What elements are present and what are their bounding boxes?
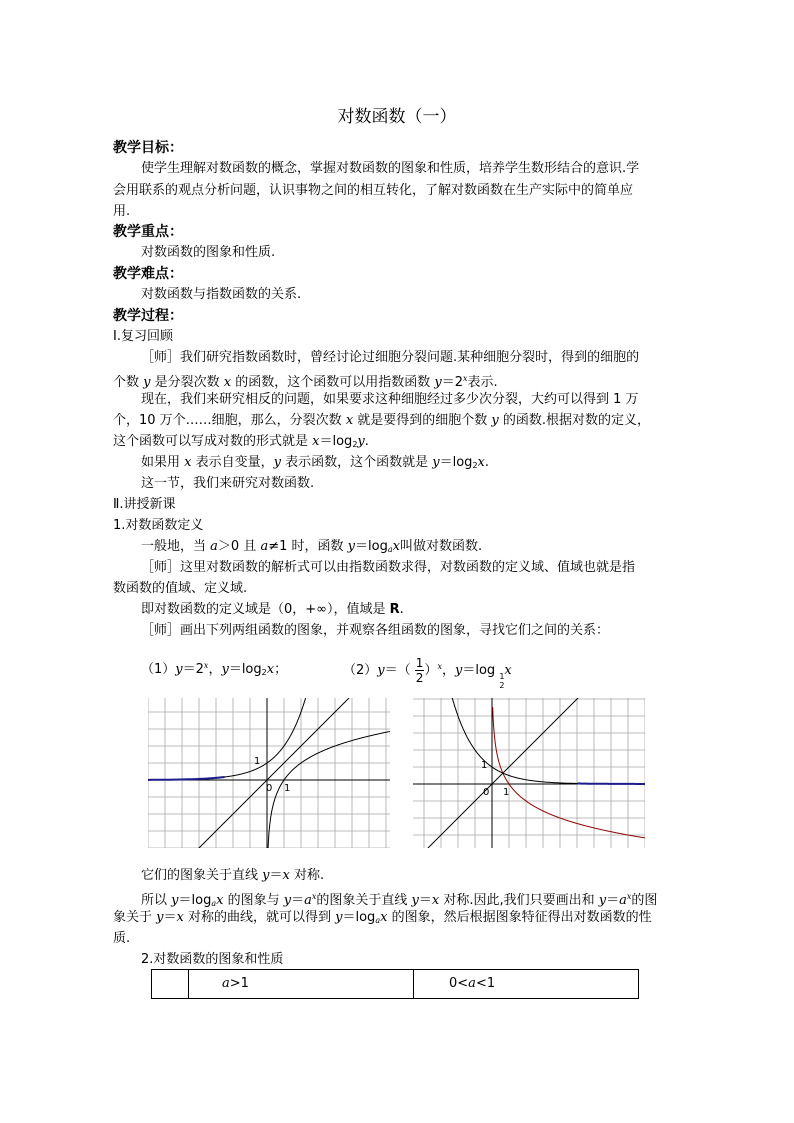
graph-exp-log-base2 [148,698,390,848]
goals-heading: 教学目标： [113,140,183,156]
definition-subheading: 1.对数函数定义 [113,518,204,533]
conclusion-line2: 象关于 y＝x 对称的曲线，就可以得到 $y=\log_ax$ 的图象，然后根据图象特征得出对数函数的性 [113,910,652,925]
goals-line-2: 会用联系的观点分析问题，认识事物之间的相互转化，了解对数函数在生产实际中的简单应 [113,183,634,198]
review-p2-line3: 这个函数可以写成对数的形式就是 $x=\log_2y$. [113,434,369,449]
graph1-curve-exp2 [225,698,307,777]
difficulty-heading: 教学难点： [113,266,183,282]
symmetry-text: 它们的图象关于直线 y＝x 对称. [141,868,325,883]
domain-range-text: 即对数函数的定义域是（0，+∞），值域是 R. [141,602,404,617]
difficulty-text: 对数函数与指数函数的关系. [141,287,302,302]
table-header-a-gt-1: a>1 [222,976,249,991]
graph2-tick-y1: 1 [481,760,488,771]
review-p1-line1: ［师］我们研究指数函数时，曾经讨论过细胞分裂问题.某种细胞分裂时，得到的细胞的 [141,350,640,365]
conclusion-line1: 所以 $y=\log_ax$ 的图象与 $y=a^x$的图象关于直线 y＝x 对称.因此,我们只要画出和 $y=a^x$的图 [141,892,658,908]
graph1-tick-y1: 1 [254,756,261,767]
process-heading: 教学过程： [113,308,183,324]
graph1-curve-exp2-tail [148,777,225,780]
graph1-tick-origin: 0 [266,783,273,794]
graph2-curve-log-half [493,707,645,839]
graph1-tick-x1: 1 [284,783,291,794]
new-lesson-heading: Ⅱ.讲授新课 [113,497,176,512]
teacher-note-1-line1: ［师］这里对数函数的解析式可以由指数函数求得，对数函数的定义域、值域也就是指 [141,560,636,575]
graph2-curve-exp-half-tail [577,784,645,785]
page-title: 对数函数（一） [337,107,457,127]
graph2-tick-x1: 1 [503,787,510,798]
key-point-heading: 教学重点： [113,224,183,240]
table-divider-1 [188,970,189,998]
review-p1-line2: 个数 y 是分裂次数 x 的函数，这个函数可以用指数函数 $y=2^x$表示. [113,374,498,390]
graph-exp-log-base-half [413,698,645,848]
goals-line-1: 使学生理解对数函数的概念，掌握对数函数的图象和性质，培养学生数形结合的意识.学 [141,161,640,176]
conclusion-line3: 质. [113,931,131,946]
teacher-note-2: ［师］画出下列两组函数的图象，并观察各组函数的图象，寻找它们之间的关系： [141,623,610,638]
graph1-line-y-equals-x [197,698,351,848]
graph2-curve-exp-half [452,698,577,784]
review-p4: 这一节，我们来研究对数函数. [141,476,315,491]
graph2-grid [413,698,645,848]
definition-text: 一般地，当 a＞0 且 a≠1 时，函数 $y=\log_ax$叫做对数函数. [141,539,483,554]
properties-table [151,969,639,999]
goals-line-3: 用. [113,204,131,219]
teacher-note-1-line2: 数函数的值域、定义域. [113,581,248,596]
table-header-a-between-0-1: 0<a<1 [449,976,496,991]
graph2-tick-origin: 0 [483,787,490,798]
graph1-grid [148,698,390,848]
graph2-line-y-equals-x [426,698,579,848]
review-heading: Ⅰ.复习回顾 [113,329,173,344]
key-point-text: 对数函数的图象和性质. [141,245,276,260]
review-p2-line1: 现在，我们来研究相反的问题，如果要求这种细胞经过多少次分裂，大约可以得到 1 万 [141,392,639,407]
table-divider-2 [413,970,414,998]
review-p3: 如果用 x 表示自变量，y 表示函数，这个函数就是 $y=\log_2x$. [141,455,490,470]
properties-subheading: 2.对数函数的图象和性质 [141,952,284,967]
graph1-label: $(1)y=2^x$，$y=\log_2x$； [141,661,288,677]
graph2-label: （2）y＝（ $\frac{1}{2}$ ）$^x$，y＝log 1 2 x [343,656,512,690]
review-p2-line2: 个，10 万个……细胞，那么，分裂次数 x 就是要得到的细胞个数 y 的函数.根据对数的定义， [113,413,651,428]
